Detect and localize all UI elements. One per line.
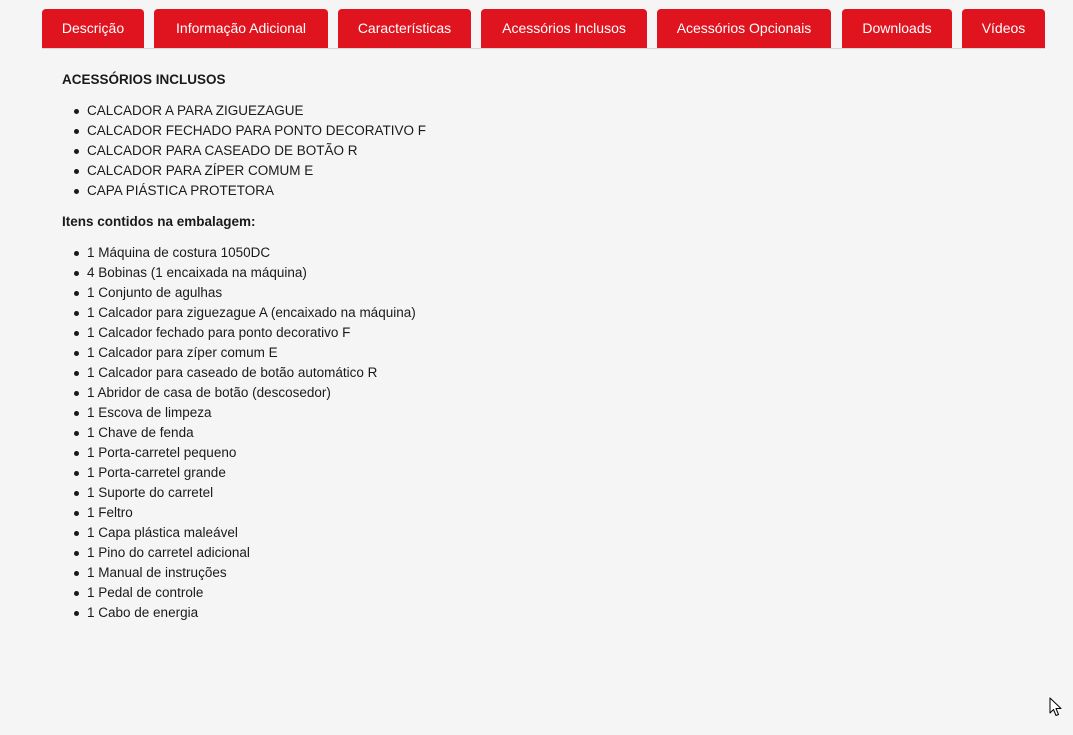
list-item: 1 Suporte do carretel	[87, 483, 1022, 503]
list-item: CAPA PIÁSTICA PROTETORA	[87, 181, 1022, 201]
list-item: CALCADOR FECHADO PARA PONTO DECORATIVO F	[87, 121, 1022, 141]
list-item: 1 Calcador fechado para ponto decorativo F	[87, 323, 1022, 343]
product-tabs	[42, 9, 1045, 49]
tab-acessorios-inclusos[interactable]: Acessórios Inclusos	[481, 9, 647, 48]
package-contents-title: Itens contidos na embalagem:	[62, 214, 256, 229]
list-item: 1 Porta-carretel pequeno	[87, 443, 1022, 463]
list-item: 1 Escova de limpeza	[87, 403, 1022, 423]
list-item: CALCADOR PARA ZÍPER COMUM E	[87, 161, 1022, 181]
list-item: 1 Conjunto de agulhas	[87, 283, 1022, 303]
list-item: 1 Pedal de controle	[87, 583, 1022, 603]
list-item: 1 Capa plástica maleável	[87, 523, 1022, 543]
included-accessories-title: ACESSÓRIOS INCLUSOS	[62, 72, 226, 87]
list-item: CALCADOR PARA CASEADO DE BOTÃO R	[87, 141, 1022, 161]
included-accessories-list	[62, 101, 1022, 201]
list-item: 1 Pino do carretel adicional	[87, 543, 1022, 563]
list-item: 1 Calcador para zíper comum E	[87, 343, 1022, 363]
list-item: 1 Abridor de casa de botão (descosedor)	[87, 383, 1022, 403]
tab-acessorios-opcionais[interactable]: Acessórios Opcionais	[657, 9, 831, 48]
tab-content-panel	[62, 71, 1022, 635]
list-item: 1 Manual de instruções	[87, 563, 1022, 583]
list-item: 1 Máquina de costura 1050DC	[87, 243, 1022, 263]
list-item: 1 Cabo de energia	[87, 603, 1022, 623]
tab-videos[interactable]: Vídeos	[962, 9, 1045, 48]
list-item: 1 Porta-carretel grande	[87, 463, 1022, 483]
list-item: CALCADOR A PARA ZIGUEZAGUE	[87, 101, 1022, 121]
list-item: 4 Bobinas (1 encaixada na máquina)	[87, 263, 1022, 283]
list-item: 1 Calcador para ziguezague A (encaixado na máquina)	[87, 303, 1022, 323]
package-contents-list	[62, 243, 1022, 623]
tab-downloads[interactable]: Downloads	[842, 9, 952, 48]
tab-descricao[interactable]: Descrição	[42, 9, 144, 48]
list-item: 1 Feltro	[87, 503, 1022, 523]
tab-informacao-adicional[interactable]: Informação Adicional	[154, 9, 328, 48]
mouse-pointer-icon	[1049, 697, 1063, 717]
list-item: 1 Chave de fenda	[87, 423, 1022, 443]
tab-caracteristicas[interactable]: Características	[338, 9, 471, 48]
list-item: 1 Calcador para caseado de botão automático R	[87, 363, 1022, 383]
